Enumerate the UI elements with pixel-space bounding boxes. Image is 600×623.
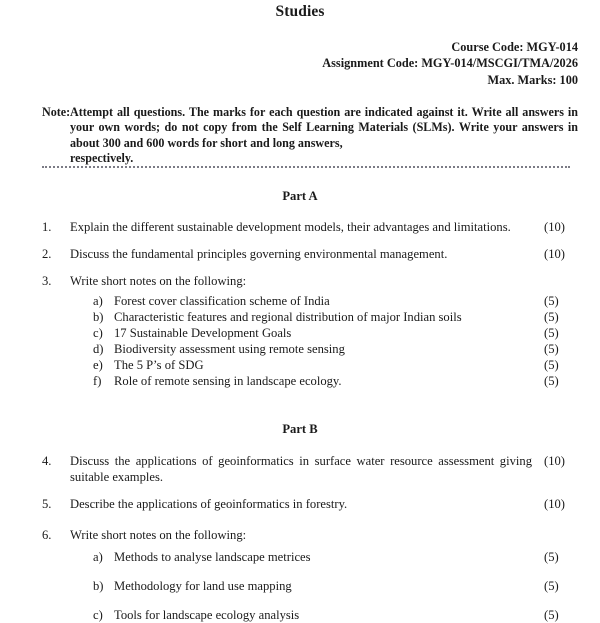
sub-item-marks: (5) bbox=[544, 293, 559, 308]
question-text: Explain the different sustainable development models, their advantages and limitations. bbox=[70, 219, 511, 234]
question-row bbox=[42, 453, 600, 485]
sub-item bbox=[93, 549, 600, 565]
sub-item-text: Methods to analyse landscape metrices bbox=[114, 550, 311, 565]
section-divider bbox=[42, 166, 570, 168]
part-a-heading: Part A bbox=[282, 189, 318, 204]
sub-item bbox=[93, 578, 600, 594]
sub-item-letter: a) bbox=[93, 293, 103, 308]
sub-item-marks: (5) bbox=[544, 325, 559, 340]
question-row bbox=[42, 496, 600, 512]
question-row bbox=[42, 273, 600, 289]
sub-item bbox=[93, 373, 600, 389]
question-number: 2. bbox=[42, 246, 52, 261]
sub-item bbox=[93, 309, 600, 325]
question-marks: (10) bbox=[544, 246, 565, 261]
sub-item-text: Forest cover classification scheme of India bbox=[114, 293, 330, 308]
part-a-questions bbox=[0, 219, 600, 389]
header-meta-block bbox=[0, 39, 600, 89]
course-code: Course Code: MGY-014 bbox=[451, 39, 578, 54]
question-number: 3. bbox=[42, 273, 52, 288]
sub-item-marks: (5) bbox=[544, 309, 559, 324]
sub-item-letter: b) bbox=[93, 579, 104, 594]
question-marks: (10) bbox=[544, 219, 565, 234]
note-block bbox=[42, 105, 578, 166]
question-row bbox=[42, 527, 600, 543]
sub-item-text: Characteristic features and regional distribution of major Indian soils bbox=[114, 309, 462, 324]
question-text: Discuss the applications of geoinformatics in surface water resource assessment giving suitable examples. bbox=[70, 454, 532, 485]
sub-item-text: Methodology for land use mapping bbox=[114, 579, 292, 594]
note-label: Note: bbox=[42, 105, 71, 119]
sub-item-letter: a) bbox=[93, 550, 103, 565]
sub-item-text: Tools for landscape ecology analysis bbox=[114, 608, 300, 623]
sub-item bbox=[93, 607, 600, 623]
question-number: 5. bbox=[42, 497, 52, 512]
sub-item bbox=[93, 357, 600, 373]
note-last-line: respectively. bbox=[70, 150, 134, 165]
sub-item-text: The 5 P’s of SDG bbox=[114, 357, 204, 372]
question-text: Write short notes on the following: bbox=[70, 273, 247, 288]
sub-item-letter: b) bbox=[93, 309, 104, 324]
sub-item-letter: c) bbox=[93, 325, 103, 340]
sub-item-letter: c) bbox=[93, 608, 103, 623]
sub-item-marks: (5) bbox=[544, 550, 559, 565]
sub-item-text: Biodiversity assessment using remote sensing bbox=[114, 341, 345, 356]
question-number: 6. bbox=[42, 528, 52, 543]
question-marks: (10) bbox=[544, 497, 565, 512]
sub-item bbox=[93, 325, 600, 341]
sub-item-letter: f) bbox=[93, 373, 102, 388]
sub-item-letter: e) bbox=[93, 357, 103, 372]
question-text: Describe the applications of geoinformatics in forestry. bbox=[70, 497, 348, 512]
sub-item bbox=[93, 293, 600, 309]
sub-item-marks: (5) bbox=[544, 579, 559, 594]
sub-item-text: 17 Sustainable Development Goals bbox=[114, 325, 292, 340]
page-title: Studies bbox=[275, 3, 325, 20]
part-b-questions bbox=[0, 453, 600, 623]
part-b-heading: Part B bbox=[282, 421, 318, 436]
sub-item-marks: (5) bbox=[544, 357, 559, 372]
note-text bbox=[70, 105, 578, 166]
question-row bbox=[42, 246, 600, 262]
sub-item-text: Role of remote sensing in landscape ecology. bbox=[114, 373, 342, 388]
question-text: Write short notes on the following: bbox=[70, 528, 247, 543]
question-number: 1. bbox=[42, 219, 52, 234]
sub-item-marks: (5) bbox=[544, 373, 559, 388]
question-number: 4. bbox=[42, 454, 52, 469]
question-text: Discuss the fundamental principles governing environmental management. bbox=[70, 246, 448, 261]
question-row bbox=[42, 219, 600, 235]
sub-item-marks: (5) bbox=[544, 341, 559, 356]
sub-item bbox=[93, 341, 600, 357]
question-marks: (10) bbox=[544, 454, 565, 469]
note-body: Attempt all questions. The marks for each question are indicated against it. Write all answers in your own words; do not copy from the Self Learning Materials (SLMs). Write your answers in about 300 and 600 words for short and long answers, bbox=[70, 105, 578, 150]
sub-item-marks: (5) bbox=[544, 608, 559, 623]
max-marks: Max. Marks: 100 bbox=[487, 72, 578, 87]
assignment-code: Assignment Code: MGY-014/MSCGI/TMA/2026 bbox=[322, 56, 578, 70]
sub-item-letter: d) bbox=[93, 341, 104, 356]
